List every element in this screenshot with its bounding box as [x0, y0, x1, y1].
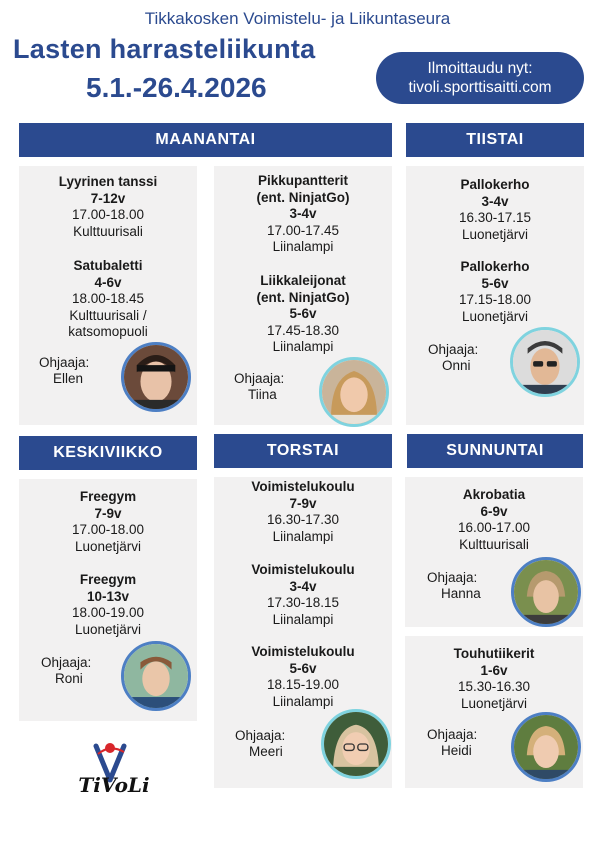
class-name: Liikkaleijonat (ent. NinjatGo) 5-6v — [256, 273, 350, 321]
class-time: 17.45-18.30 — [266, 322, 340, 338]
tivoli-logo — [74, 740, 154, 796]
class-place: Liinalampi — [272, 339, 334, 354]
class-place: Luonetjärvi — [461, 226, 529, 242]
day-header-wednesday: KESKIVIIKKO — [19, 436, 197, 470]
class-place: Kulttuurisali / katsomopuoli — [68, 307, 148, 339]
class-entry — [19, 572, 197, 638]
class-name: Freegym 7-9v — [79, 489, 137, 521]
coach-label: Ohjaaja: — [235, 728, 286, 743]
class-entry — [405, 646, 583, 712]
coach-photo-tiina — [319, 357, 389, 427]
class-name: Freegym 10-13v — [79, 572, 137, 604]
coach-name: Roni — [55, 671, 83, 686]
class-time: 17.00-17.45 — [266, 222, 340, 238]
class-place: Liinalampi — [272, 528, 334, 544]
class-place: Luonetjärvi — [74, 621, 142, 637]
coach-info — [41, 655, 91, 687]
coach-name: Ellen — [53, 371, 84, 386]
coach-info — [234, 371, 284, 403]
class-place: Luonetjärvi — [460, 695, 528, 711]
class-entry — [19, 174, 197, 240]
class-place: Liinalampi — [272, 611, 334, 627]
class-place: Kulttuurisali — [459, 536, 529, 552]
coach-photo-roni — [121, 641, 191, 711]
class-name: Voimistelukoulu 5-6v — [251, 644, 355, 676]
class-place: Liinalampi — [272, 239, 334, 254]
signup-url[interactable]: tivoli.sporttisaitti.com — [408, 79, 552, 96]
class-entry — [19, 489, 197, 555]
coach-label: Ohjaaja: — [427, 570, 478, 585]
class-name: Pallokerho 5-6v — [460, 259, 530, 291]
coach-info — [235, 728, 285, 760]
signup-badge[interactable] — [376, 52, 584, 104]
class-entry — [405, 487, 583, 553]
day-header-sunday: SUNNUNTAI — [407, 434, 583, 468]
class-card-tuesday — [406, 166, 584, 425]
class-name: Pikkupantterit (ent. NinjatGo) 3-4v — [256, 173, 350, 221]
coach-info — [428, 342, 478, 374]
coach-label: Ohjaaja: — [39, 355, 90, 370]
class-card-wednesday — [19, 479, 197, 721]
class-entry — [214, 562, 392, 628]
coach-label: Ohjaaja: — [428, 342, 479, 357]
signup-label: Ilmoittaudu nyt: — [427, 60, 533, 77]
class-card-monday-1 — [19, 166, 197, 425]
class-time: 15.30-16.30 — [457, 679, 531, 694]
class-name: Voimistelukoulu 3-4v — [251, 562, 355, 594]
coach-name: Heidi — [441, 743, 472, 758]
class-entry — [214, 273, 392, 356]
coach-photo-onni — [510, 327, 580, 397]
class-time: 16.00-17.00 — [457, 520, 531, 535]
class-name: Touhutiikerit 1-6v — [453, 646, 535, 678]
coach-photo-meeri — [321, 709, 391, 779]
class-entry — [406, 177, 584, 243]
class-time: 16.30-17.15 — [458, 210, 532, 225]
class-entry — [214, 644, 392, 710]
coach-photo-hanna — [511, 557, 581, 627]
class-place: Luonetjärvi — [74, 538, 142, 554]
class-place: Kulttuurisali — [73, 223, 143, 239]
coach-name: Hanna — [441, 586, 481, 601]
class-place: Liinalampi — [272, 693, 334, 709]
class-time: 18.00-19.00 — [71, 605, 145, 620]
coach-label: Ohjaaja: — [427, 727, 478, 742]
day-header-tuesday: TIISTAI — [406, 123, 584, 157]
class-place: Luonetjärvi — [461, 308, 529, 324]
coach-info — [39, 355, 89, 387]
class-entry — [19, 258, 197, 341]
coach-label: Ohjaaja: — [41, 655, 92, 670]
coach-photo-ellen — [121, 342, 191, 412]
day-header-monday: MAANANTAI — [19, 123, 392, 157]
coach-name: Tiina — [248, 387, 277, 402]
coach-name: Onni — [442, 358, 471, 373]
class-time: 17.00-18.00 — [71, 207, 145, 222]
class-time: 17.00-18.00 — [71, 522, 145, 537]
class-entry — [214, 479, 392, 545]
class-entry — [214, 173, 392, 256]
class-time: 18.15-19.00 — [266, 677, 340, 692]
class-card-sunday-2 — [405, 636, 583, 788]
class-card-sunday-1 — [405, 477, 583, 627]
organization-name: Tikkakosken Voimistelu- ja Liikuntaseura — [144, 9, 451, 28]
class-name: Voimistelukoulu 7-9v — [251, 479, 355, 511]
class-time: 17.15-18.00 — [458, 292, 532, 307]
class-card-monday-2 — [214, 166, 392, 425]
class-time: 16.30-17.30 — [266, 512, 340, 527]
day-header-thursday: TORSTAI — [214, 434, 392, 468]
class-name: Pallokerho 3-4v — [460, 177, 530, 209]
class-time: 17.30-18.15 — [266, 595, 340, 610]
class-entry — [406, 259, 584, 325]
class-name: Satubaletti 4-6v — [73, 258, 143, 290]
svg-text:TiVoLi: TiVoLi — [78, 773, 150, 796]
coach-name: Meeri — [249, 744, 283, 759]
page-title: Lasten harrasteliikunta — [13, 34, 316, 64]
coach-info — [427, 727, 477, 759]
class-name: Akrobatia 6-9v — [462, 487, 526, 519]
class-time: 18.00-18.45 — [71, 291, 145, 306]
coach-label: Ohjaaja: — [234, 371, 285, 386]
coach-photo-heidi — [511, 712, 581, 782]
season-dates: 5.1.-26.4.2026 — [86, 72, 267, 103]
class-name: Lyyrinen tanssi 7-12v — [58, 174, 158, 206]
coach-info — [427, 570, 481, 602]
class-card-thursday — [214, 477, 392, 788]
